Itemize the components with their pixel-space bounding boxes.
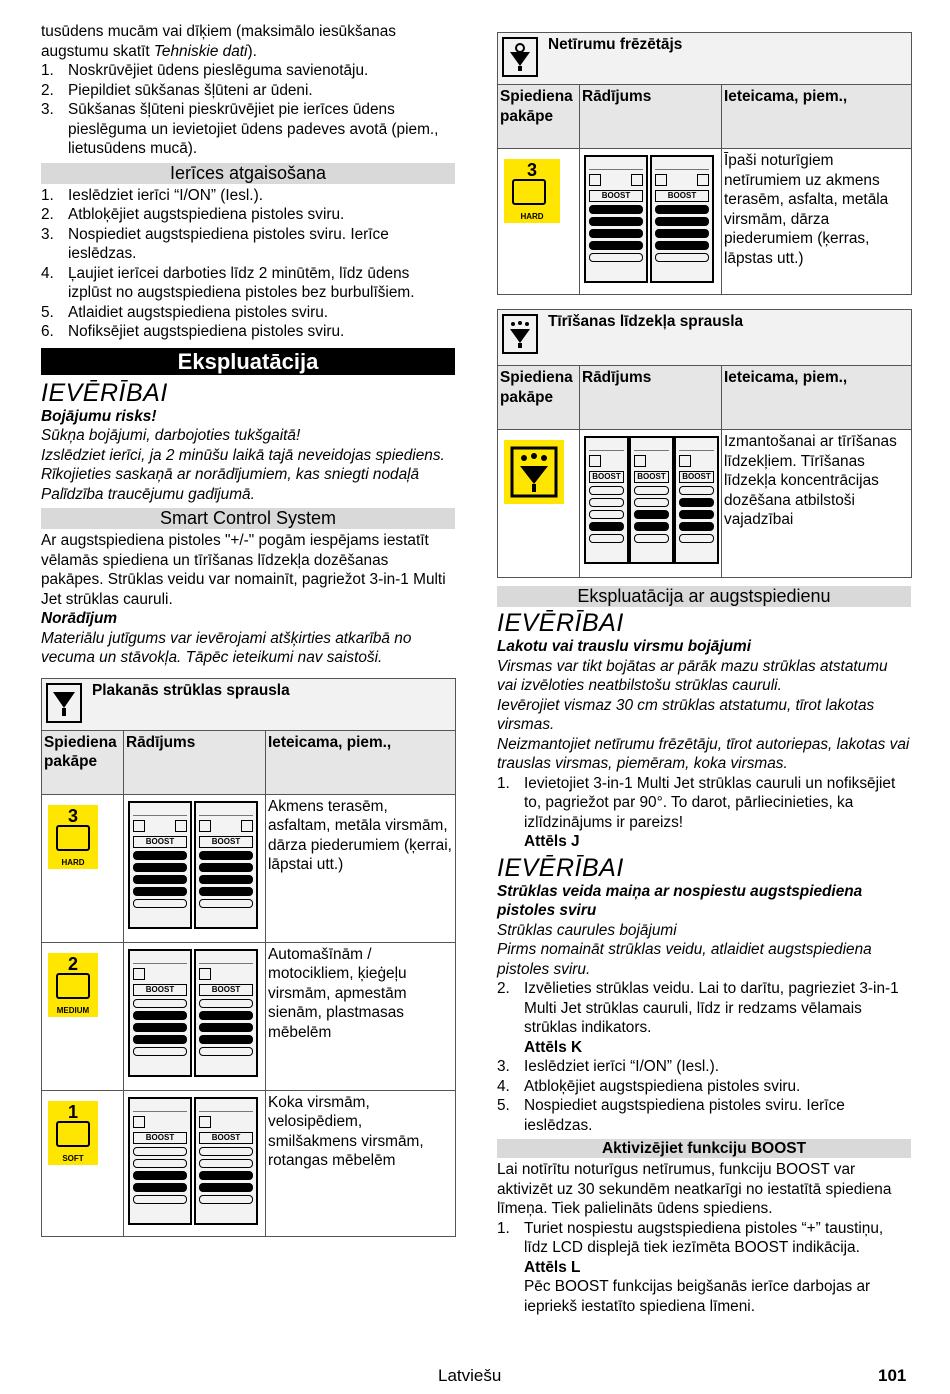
warning-line: Virsmas var tikt bojātas ar pārāk mazu strūklas atstatumu vai izvēloties neatbilstošu strūklas cauruli.	[497, 657, 888, 694]
table-row	[42, 794, 456, 942]
detergent-nozzle-icon	[502, 314, 538, 354]
col-header-display: Rādījums	[580, 85, 722, 149]
table-row	[42, 1090, 456, 1236]
list-item: 1. Turiet nospiestu augstspiediena pistoles “+” taustiņu, līdz LCD displejā tiek iezīmēta BOOST indikācija. Attēls L Pēc BOOST funkcijas beigšanās ierīce darbojas ar iepriekš iestatīto spiediena līmeni.	[497, 1219, 884, 1315]
warning-heading: Strūklas veida maiņa ar nospiestu augstspiediena pistoles sviru	[497, 882, 863, 919]
table-row	[42, 942, 456, 1090]
detergent-level-icon	[504, 440, 564, 504]
col-header-recommended: Ieteicama, piem.,	[266, 730, 456, 794]
warning-title: IEVĒRĪBAI	[41, 378, 168, 407]
pressure-soft-icon: 1 SOFT	[48, 1101, 98, 1165]
warning-heading: Lakotu vai trauslu virsmu bojājumi	[497, 638, 752, 655]
steps-venting	[41, 186, 455, 342]
heading-atgaisosana: Ierīces atgaisošana	[41, 163, 455, 184]
pressure-cell	[498, 149, 580, 295]
pressure-medium-icon: 2 MEDIUM	[48, 953, 98, 1017]
lcd-display-icon: BOOST	[584, 155, 648, 283]
display-cell	[580, 430, 722, 578]
flat-jet-nozzle-icon	[46, 683, 82, 723]
display-cell	[580, 149, 722, 295]
lcd-display-icon: BOOST	[674, 436, 719, 564]
footer-language: Latviešu	[438, 1366, 502, 1385]
pressure-cell	[42, 794, 124, 942]
table-title: Plakanās strūklas sprausla	[92, 681, 290, 699]
col-header-pressure: Spiediena pakāpe	[498, 85, 580, 149]
heading-smart-control: Smart Control System	[41, 508, 455, 529]
warning-line: Strūklas caurules bojājumi	[497, 921, 677, 939]
table-title-cell	[498, 33, 912, 85]
lcd-display-icon: BOOST	[629, 436, 674, 564]
smart-control-text: Ar augstspiediena pistoles "+/-" pogām iespējams iestatīt vēlamās spiediena un tīrīšanas līdzekļa dozēšanas pakāpes. Strūklas veidu var nomainīt, pagriežot 3-in-1 Multi Jet strūklas cauruli.	[41, 532, 446, 608]
list-item: 3. Sūkšanas šļūteni pieskrūvējiet pie ierīces ūdens pieslēguma un ievietojiet ūdens padeves avotā (piem., lietusūdens mucā).	[41, 101, 439, 157]
list-item: 5. Atlaidiet augstspiediena pistoles sviru.	[41, 303, 329, 321]
heading-ekspluatacija: Ekspluatācija	[41, 348, 455, 375]
pressure-cell	[498, 430, 580, 578]
heading-boost: Aktivizējiet funkciju BOOST	[497, 1139, 911, 1158]
note-text: Materiālu jutīgums var ievērojami atšķirties atkarībā no vecuma un stāvokļa. Tāpēc ieteikumi nav saistoši.	[41, 629, 412, 666]
col-header-display: Rādījums	[124, 730, 266, 794]
left-column	[41, 22, 455, 1237]
display-cell	[124, 942, 266, 1090]
right-column	[497, 32, 911, 1316]
col-header-recommended: Ieteicama, piem.,	[722, 366, 912, 430]
warning-line: Neizmantojiet netīrumu frēzētāju, tīrot autoriepas, lakotas vai trauslas virsmas, piemēram, koka virsmas.	[497, 735, 910, 772]
list-item: 3. Nospiediet augstspiediena pistoles sviru. Ierīce ieslēdzas.	[41, 225, 389, 262]
table-title-cell	[498, 310, 912, 366]
table-title-cell	[42, 678, 456, 730]
lcd-display-icon: BOOST	[584, 436, 629, 564]
warning-line: Sūkņa bojājumi, darbojoties tukšgaitā!	[41, 427, 301, 444]
warning-line: Rīkojieties saskaņā ar norādījumiem, kas sniegti nodaļā Palīdzība traucējumu gadījumā.	[41, 466, 420, 503]
warning-line: Ievērojiet vismaz 30 cm strūklas atstatumu, tīrot lakotas virsmas.	[497, 696, 875, 733]
list-item: 2. Atbloķējiet augstspiediena pistoles sviru.	[41, 206, 345, 223]
list-item: 1. Noskrūvējiet ūdens pieslēguma savienotāju.	[41, 62, 369, 79]
list-item: 5. Nospiediet augstspiediena pistoles sviru. Ierīce ieslēdzas.	[497, 1097, 845, 1134]
lcd-display-icon: BOOST	[128, 1097, 192, 1225]
lcd-display-icon: BOOST	[194, 949, 258, 1077]
list-item: 1. Ieslēdziet ierīci “I/ON” (Iesl.).	[41, 186, 263, 204]
display-cell	[124, 1090, 266, 1236]
recommended-cell: Izmantošanai ar tīrīšanas līdzekļiem. Tīrīšanas līdzekļa koncentrācijas dozēšana atbilstoši vajadzībai	[722, 430, 912, 578]
list-item: 3. Ieslēdziet ierīci “I/ON” (Iesl.).	[497, 1058, 719, 1075]
warning-title: IEVĒRĪBAI	[497, 609, 624, 637]
steps-suction	[41, 61, 455, 159]
lcd-display-icon: BOOST	[194, 801, 258, 929]
steps-jet-change	[497, 979, 911, 1135]
warning-line: Pirms nomaināt strūklas veidu, atlaidiet augstspiediena pistoles sviru.	[497, 941, 872, 978]
list-item: 2. Piepildiet sūkšanas šļūteni ar ūdeni.	[41, 81, 313, 99]
recommended-cell: Akmens terasēm, asfaltam, metāla virsmām, dārza piederumiem (ķerrai, lāpstai utt.)	[266, 794, 456, 942]
lcd-display-icon: BOOST	[650, 155, 714, 283]
col-header-display: Rādījums	[580, 366, 722, 430]
col-header-pressure: Spiediena pakāpe	[498, 366, 580, 430]
page-number: 101	[878, 1366, 907, 1385]
warning-line: Izslēdziet ierīci, ja 2 minūšu laikā tajā neveidojas spiediens.	[41, 446, 445, 464]
table-row	[498, 430, 912, 578]
steps-multijet	[497, 774, 911, 852]
warning-title: IEVĒRĪBAI	[497, 853, 624, 882]
display-cell	[124, 794, 266, 942]
recommended-cell: Koka virsmām, velosipēdiem, smilšakmens virsmām, rotangas mēbelēm	[266, 1090, 456, 1236]
boost-text: Lai notīrītu noturīgus netīrumus, funkciju BOOST var aktivizēt uz 30 sekundēm neatkarīgi no iestatītā spiediena līmeņa. Tiek palielināts ūdens spiediens.	[497, 1161, 892, 1217]
note-heading: Norādījum	[41, 610, 118, 627]
col-header-pressure: Spiediena pakāpe	[42, 730, 124, 794]
heading-high-pressure: Ekspluatācija ar augstspiedienu	[497, 586, 911, 607]
dirt-blaster-table	[497, 32, 912, 295]
detergent-nozzle-table	[497, 309, 912, 578]
steps-boost	[497, 1219, 911, 1317]
flat-jet-table	[41, 678, 456, 1237]
table-title: Tīrīšanas līdzekļa sprausla	[548, 313, 744, 330]
warning-risk: Bojājumu risks!	[41, 407, 157, 425]
pressure-hard-icon: 3 HARD	[504, 159, 560, 223]
recommended-cell: Automašīnām / motocikliem, ķieģeļu virsmām, apmestām sienām, plastmasas mēbelēm	[266, 942, 456, 1090]
pressure-cell	[42, 1090, 124, 1236]
table-title: Netīrumu frēzētājs	[548, 36, 683, 53]
list-item: 6. Nofiksējiet augstspiediena pistoles sviru.	[41, 323, 345, 340]
lcd-display-icon: BOOST	[128, 801, 192, 929]
list-item: 4. Ļaujiet ierīcei darboties līdz 2 minūtēm, līdz ūdens izplūst no augstspiediena pistoles bez burbulīšiem.	[41, 264, 415, 301]
col-header-recommended: Ieteicama, piem.,	[722, 85, 912, 149]
list-item: 2. Izvēlieties strūklas veidu. Lai to darītu, pagrieziet 3-in-1 Multi Jet strūklas cauruli, līdz ir redzams vēlamais strūklas indikators. Attēls K	[497, 980, 899, 1056]
recommended-cell: Īpaši noturīgiem netīrumiem uz akmens terasēm, asfalta, metāla virsmām, dārza piederumiem (ķerras, lāpstas utt.)	[722, 149, 912, 295]
list-item: 4. Atbloķējiet augstspiediena pistoles sviru.	[497, 1077, 801, 1095]
table-row	[498, 149, 912, 295]
dirt-blaster-icon	[502, 37, 538, 77]
lcd-display-icon: BOOST	[194, 1097, 258, 1225]
pressure-cell	[42, 942, 124, 1090]
pressure-hard-icon: 3 HARD	[48, 805, 98, 869]
lcd-display-icon: BOOST	[128, 949, 192, 1077]
list-item: 1. Ievietojiet 3-in-1 Multi Jet strūklas cauruli un nofiksējiet to, pagriežot par 90°. To darot, pārliecinieties, ka izlīdzinājums ir pareizs! Attēls J	[497, 774, 896, 850]
intro-text: tusūdens mucām vai dīķiem (maksimālo iesūkšanas augstumu skatīt Tehniskie dati).	[41, 23, 396, 60]
